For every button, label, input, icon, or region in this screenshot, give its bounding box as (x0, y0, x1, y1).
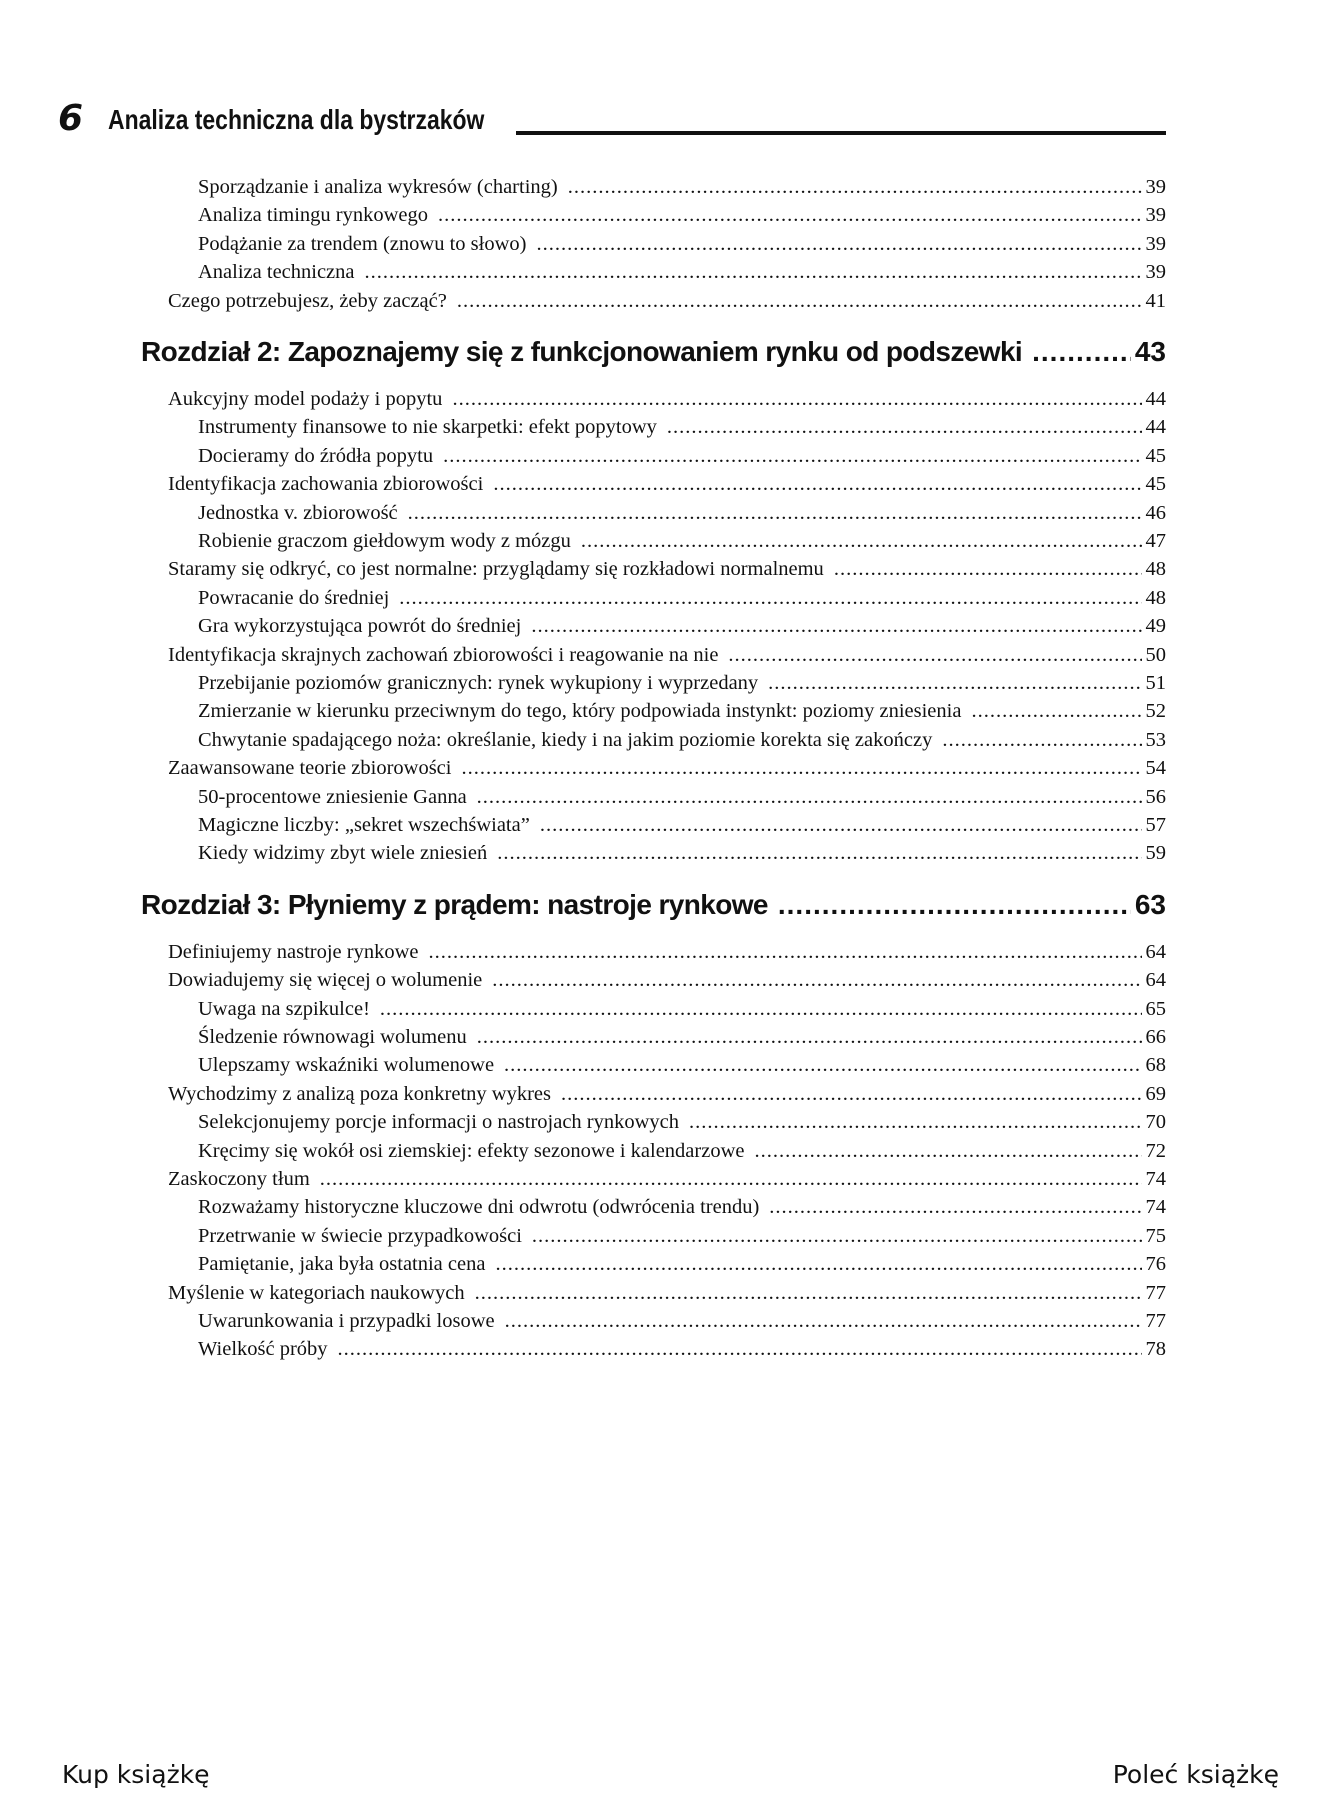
toc-entry (168, 290, 1166, 313)
toc-entry-page: 39 (1145, 176, 1166, 198)
toc-entry (198, 1196, 1166, 1219)
toc-entry-title: Analiza timingu rynkowego (198, 204, 429, 227)
toc-entry-title: Aukcyjny model podaży i popytu (168, 388, 443, 410)
toc-entry-title: Rozdział 2: Zapoznajemy się z funkcjonowaniem rynku od podszewki (141, 336, 1023, 367)
toc-entry (198, 204, 1166, 227)
toc-entry-page: 64 (1145, 969, 1166, 992)
toc-entry-page: 63 (1134, 888, 1166, 920)
toc-entry-page: 75 (1145, 1224, 1166, 1247)
toc-entry (198, 587, 1166, 610)
toc-entry-title: Gra wykorzystująca powrót do średniej (198, 615, 522, 638)
toc-entry-title: Definiujemy nastroje rynkowe (168, 940, 419, 963)
dot-leader (365, 261, 1142, 284)
toc-entry-page: 39 (1145, 261, 1166, 284)
toc-entry-page: 52 (1145, 700, 1166, 723)
toc-entry-page: 48 (1145, 558, 1166, 581)
toc-chapter-entry (141, 336, 1166, 368)
toc-entry-title: Selekcjonujemy porcje informacji o nastrojach rynkowych (198, 1111, 680, 1134)
toc-entry-page: 57 (1145, 814, 1166, 836)
toc-entry-page: 76 (1145, 1253, 1166, 1276)
toc-entry (198, 1054, 1166, 1077)
toc-entry-title: Wychodzimy z analizą poza konkretny wykres (168, 1082, 551, 1105)
toc-entry-page: 47 (1145, 530, 1166, 552)
toc-entry-page: 48 (1145, 586, 1166, 609)
toc-entry-title: Identyfikacja skrajnych zachowań zbiorowości i reagowanie na nie (168, 643, 719, 666)
toc-entry (198, 700, 1166, 723)
toc-entry-page: 46 (1145, 501, 1166, 524)
toc-entry-page: 39 (1145, 204, 1166, 227)
toc-entry (168, 644, 1166, 667)
toc-entry-page: 59 (1145, 842, 1166, 865)
dot-leader (532, 1225, 1142, 1248)
toc-entry-page: 77 (1145, 1281, 1166, 1304)
toc-entry-title: Podążanie za trendem (znowu to słowo) (198, 232, 527, 255)
dot-leader (769, 1196, 1141, 1219)
toc-entry (198, 786, 1166, 809)
toc-entry-title: Ulepszamy wskaźniki wolumenowe (198, 1054, 495, 1077)
toc-entry (198, 998, 1166, 1021)
toc-entry-title: Kręcimy się wokół osi ziemskiej: efekty sezonowe i kalendarzowe (198, 1139, 745, 1162)
toc-entry (198, 729, 1166, 752)
toc-entry (198, 176, 1166, 199)
toc-entry-page: 74 (1145, 1168, 1166, 1190)
dot-leader (689, 1111, 1141, 1134)
toc-entry (198, 1111, 1166, 1134)
dot-leader (399, 587, 1141, 610)
toc-entry (198, 1310, 1166, 1333)
toc-entry-title: Zmierzanie w kierunku przeciwnym do tego, który podpowiada instynkt: poziomy zniesienia (198, 700, 962, 723)
dot-leader (581, 530, 1142, 553)
toc-entry-page: 51 (1145, 672, 1166, 694)
dot-leader (754, 1140, 1141, 1163)
dot-leader (568, 176, 1142, 199)
toc-entry (198, 615, 1166, 638)
toc-entry (168, 558, 1166, 581)
dot-leader (493, 473, 1141, 496)
buy-book-link[interactable]: Kup książkę (62, 1760, 210, 1789)
dot-leader (540, 814, 1142, 837)
toc-entry-page: 65 (1145, 997, 1166, 1020)
toc-entry-title: Jednostka v. zbiorowość (198, 501, 398, 524)
toc-entry-page: 43 (1134, 336, 1166, 367)
toc-entry (168, 473, 1166, 496)
toc-entry-page: 45 (1145, 473, 1166, 496)
toc-entry-title: Powracanie do średniej (198, 586, 390, 609)
toc-entry-page: 44 (1145, 388, 1166, 410)
toc-entry-page: 39 (1145, 232, 1166, 255)
book-title: Analiza techniczna dla bystrzaków (108, 104, 485, 135)
page-number: 6 (58, 98, 84, 139)
dot-leader (667, 416, 1142, 439)
toc-entry (198, 1140, 1166, 1163)
dot-leader (408, 502, 1142, 525)
toc-entry-title: Uwaga na szpikulce! (198, 997, 370, 1020)
toc-entry (198, 1338, 1166, 1361)
dot-leader (320, 1168, 1142, 1191)
toc-entry-page: 78 (1145, 1338, 1166, 1361)
toc-entry (168, 1083, 1166, 1106)
toc-entry-title: Rozdział 3: Płyniemy z prądem: nastroje rynkowe (141, 888, 768, 920)
toc-entry-title: Przebijanie poziomów granicznych: rynek wykupiony i wyprzedany (198, 672, 759, 694)
toc-entry-page: 41 (1145, 289, 1166, 312)
toc-entry-page: 74 (1145, 1196, 1166, 1219)
dot-leader (452, 388, 1141, 411)
dot-leader (457, 290, 1142, 313)
toc-entry (198, 814, 1166, 837)
toc-entry-title: Kiedy widzimy zbyt wiele zniesień (198, 842, 488, 865)
toc-entry-title: Uwarunkowania i przypadki losowe (198, 1310, 495, 1332)
toc-entry (198, 1253, 1166, 1276)
dot-leader (492, 969, 1141, 992)
toc-entry-page: 44 (1145, 416, 1166, 439)
toc-entry-page: 68 (1145, 1054, 1166, 1077)
dot-leader (778, 889, 1131, 921)
dot-leader (495, 1253, 1141, 1276)
toc-entry-title: Zaawansowane teorie zbiorowości (168, 757, 452, 780)
toc-entry-title: Zaskoczony tłum (168, 1168, 310, 1190)
dot-leader (497, 842, 1141, 865)
toc-entry (198, 233, 1166, 256)
toc-entry (198, 416, 1166, 439)
dot-leader (438, 204, 1141, 227)
dot-leader (475, 1282, 1142, 1305)
toc-entry-title: 50-procentowe zniesienie Ganna (198, 785, 467, 808)
toc-entry-title: Analiza techniczna (198, 261, 355, 284)
toc-entry-title: Śledzenie równowagi wolumenu (198, 1026, 467, 1048)
toc-entry (198, 1225, 1166, 1248)
dot-leader (942, 729, 1141, 752)
toc-entry-title: Czego potrzebujesz, żeby zacząć? (168, 289, 447, 312)
recommend-book-link[interactable]: Poleć książkę (1112, 1760, 1279, 1789)
dot-leader (461, 757, 1141, 780)
toc-entry-page: 77 (1145, 1310, 1166, 1332)
toc-entry-page: 54 (1145, 757, 1166, 780)
dot-leader (834, 558, 1142, 581)
toc-entry-title: Wielkość próby (198, 1338, 328, 1361)
dot-leader (971, 700, 1141, 723)
toc-entry (198, 261, 1166, 284)
toc-entry-title: Docieramy do źródła popytu (198, 444, 434, 467)
toc-entry-title: Sporządzanie i analiza wykresów (charting) (198, 176, 558, 198)
toc-entry (198, 502, 1166, 525)
toc-entry-title: Chwytanie spadającego noża: określanie, kiedy i na jakim poziomie korekta się zakończy (198, 728, 933, 751)
toc-entry (168, 388, 1166, 411)
toc-entry (168, 1282, 1166, 1305)
toc-entry (168, 1168, 1166, 1191)
dot-leader (428, 941, 1141, 964)
toc-entry (198, 530, 1166, 553)
toc-entry-page: 64 (1145, 940, 1166, 963)
toc-entry-page: 72 (1145, 1139, 1166, 1162)
toc-entry-title: Staramy się odkryć, co jest normalne: przyglądamy się rozkładowi normalnemu (168, 558, 824, 581)
toc-chapter-entry (141, 889, 1166, 921)
toc-entry-page: 50 (1145, 643, 1166, 666)
toc-entry-page: 56 (1145, 785, 1166, 808)
toc-entry-page: 69 (1145, 1082, 1166, 1105)
toc-entry (198, 672, 1166, 695)
toc-entry (168, 757, 1166, 780)
toc-entry (168, 969, 1166, 992)
toc-entry-page: 66 (1145, 1026, 1166, 1048)
toc-entry-title: Dowiadujemy się więcej o wolumenie (168, 969, 483, 992)
dot-leader (477, 1026, 1142, 1049)
toc-entry-title: Instrumenty finansowe to nie skarpetki: efekt popytowy (198, 416, 657, 439)
toc-entry-title: Przetrwanie w świecie przypadkowości (198, 1224, 522, 1247)
toc-entry-title: Magiczne liczby: „sekret wszechświata” (198, 814, 530, 836)
toc-entry-title: Pamiętanie, jaka była ostatnia cena (198, 1253, 486, 1276)
toc-entry (198, 1026, 1166, 1049)
dot-leader (443, 445, 1141, 468)
toc-entry-title: Myślenie w kategoriach naukowych (168, 1281, 465, 1304)
dot-leader (536, 233, 1141, 256)
toc-entry-page: 49 (1145, 615, 1166, 638)
toc-entry (198, 445, 1166, 468)
dot-leader (380, 998, 1142, 1021)
toc-entry (198, 842, 1166, 865)
toc-entry-title: Identyfikacja zachowania zbiorowości (168, 473, 484, 496)
toc-entry-title: Rozważamy historyczne kluczowe dni odwrotu (odwrócenia trendu) (198, 1196, 760, 1219)
toc-entry-page: 70 (1145, 1111, 1166, 1134)
dot-leader (477, 786, 1142, 809)
dot-leader (531, 615, 1141, 638)
toc-entry-title: Robienie graczom giełdowym wody z mózgu (198, 530, 571, 552)
dot-leader (768, 672, 1141, 695)
dot-leader (728, 644, 1141, 667)
dot-leader (505, 1310, 1142, 1333)
toc-entry-page: 53 (1145, 728, 1166, 751)
toc-entry (168, 941, 1166, 964)
dot-leader (1032, 336, 1131, 368)
toc-entry-page: 45 (1145, 444, 1166, 467)
dot-leader (561, 1083, 1142, 1106)
dot-leader (504, 1054, 1141, 1077)
dot-leader (338, 1338, 1142, 1361)
